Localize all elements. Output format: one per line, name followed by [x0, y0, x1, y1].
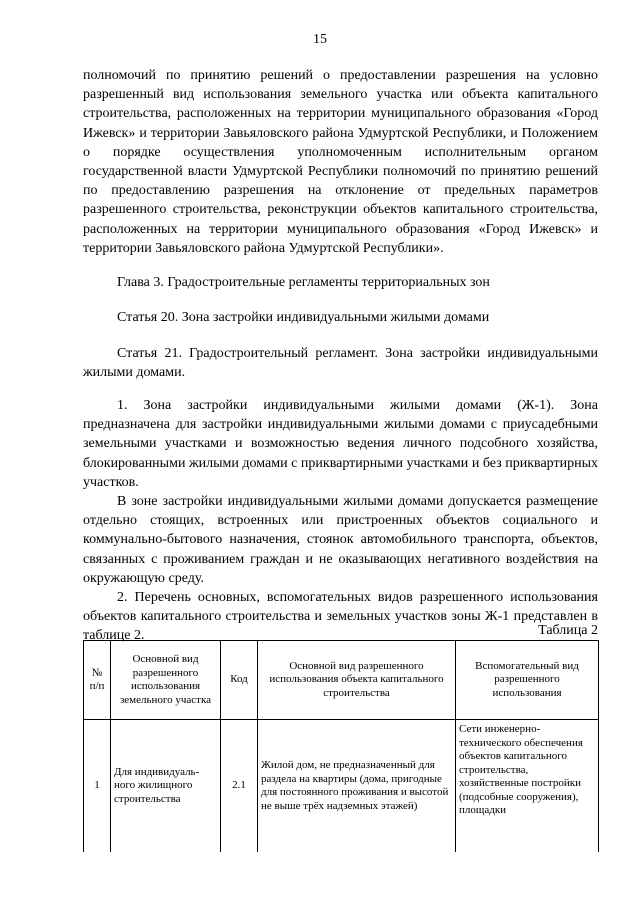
table-caption: Таблица 2 [538, 623, 598, 638]
header-auxiliary: Вспомогательный вид разрешенного использования [456, 641, 599, 720]
intro-paragraph [83, 66, 598, 258]
item-paragraph: В зоне застройки индивидуальными жилыми домами допускается размещение отдельно стоящих, встроенных или пристроенных объектов социального и коммунально-бытового назначения, стоянок автомобильного транспорта, объектов, связанных с проживанием граждан и не оказывающих негативного воздействия на окружающую среду. [83, 494, 598, 586]
table-header-row [84, 641, 599, 720]
header-num: № п/п [84, 641, 111, 720]
table-row [84, 720, 599, 853]
article-20-heading: Статья 20. Зона застройки индивидуальными жилыми домами [117, 310, 490, 325]
chapter-heading: Глава 3. Градостроительные регламенты территориальных зон [117, 275, 490, 290]
cell-auxiliary: Сети инженерно-технического обеспечения объектов капитального строительства, хозяйственные постройки (подсобные сооружения), площадки [456, 720, 599, 853]
zone-table [83, 640, 599, 852]
header-building-use: Основной вид разрешенного использования объекта капитального строительства [258, 641, 456, 720]
item-paragraph: 2. Перечень основных, вспомогательных видов разрешенного использования объектов капитального строительства и земельных участков зоны Ж-1 представлен в таблице 2. [83, 590, 598, 644]
page-number: 15 [313, 32, 327, 47]
header-code: Код [221, 641, 258, 720]
header-land-use: Основной вид разрешенного использования земельного участка [111, 641, 221, 720]
item-paragraph: 1. Зона застройки индивидуальными жилыми домами (Ж-1). Зона предназначена для застройки индивидуальными жилыми домами с приусадебными земельными участками и возможностью ведения личного подсобного хозяйства, блокированными жилыми домами с приквартирными участками и без приквартирных участков. [83, 398, 598, 490]
article-21-items [83, 396, 598, 646]
cell-code: 2.1 [221, 720, 258, 853]
intro-text: полномочий по принятию решений о предоставлении разрешения на условно разрешенный вид использования земельного участка или объекта капитального строительства, расположенных на территории муниципального образования «Город Ижевск» и территории Завьяловского района Удмуртской Республики, и Положением о порядке осуществления уполномоченным исполнительным органом государственной власти Удмуртской Республики полномочий по принятию решений по предоставлению разрешения на отклонение от предельных параметров разрешенного строительства, реконструкции объектов капитального строительства, расположенных на территории муниципального образования «Город Ижевск» и территории Завьяловского района Удмуртской Республики». [83, 68, 598, 256]
cell-num: 1 [84, 720, 111, 853]
cell-land-use: Для индивидуаль-ного жилищного строительства [111, 720, 221, 853]
cell-building-use: Жилой дом, не предназначенный для раздела на квартиры (дома, пригодные для постоянного проживания и высотой не выше трёх надземных этажей) [258, 720, 456, 853]
article-21-heading: Статья 21. Градостроительный регламент. Зона застройки индивидуальными жилыми домами. [83, 346, 598, 381]
